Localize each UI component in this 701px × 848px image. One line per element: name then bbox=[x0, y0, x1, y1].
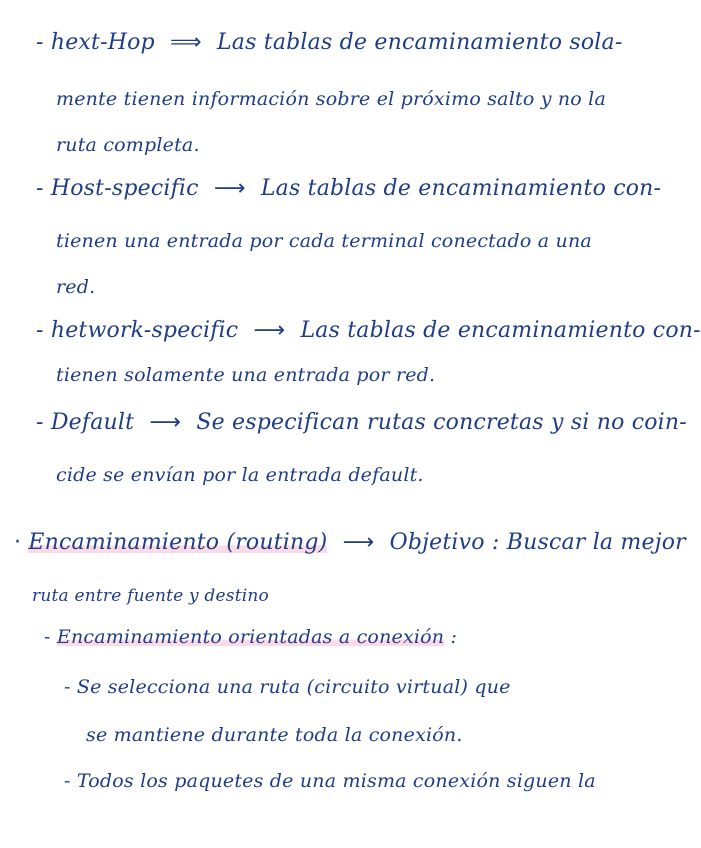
orientadas-heading-line bbox=[44, 626, 457, 648]
dash: - bbox=[64, 676, 71, 698]
arrow-icon: ⟶ bbox=[342, 530, 375, 555]
encaminamiento-heading-line bbox=[14, 530, 686, 555]
encaminamiento-text-1: Objetivo : Buscar la mejor bbox=[389, 530, 686, 555]
dash: - bbox=[44, 626, 51, 648]
network-specific-text-2: tienen solamente una entrada por red. bbox=[56, 364, 436, 386]
network-specific-text-1: Las tablas de encaminamiento con- bbox=[300, 318, 701, 343]
default-text-2: cide se envían por la entrada default. bbox=[56, 464, 424, 486]
encaminamiento-text-2: ruta entre fuente y destino bbox=[32, 586, 269, 606]
next-hop-heading-line bbox=[36, 30, 622, 55]
sub-item-2-text-1: Todos los paquetes de una misma conexión siguen la bbox=[76, 770, 596, 792]
sub-item-1-text-2: se mantiene durante toda la conexión. bbox=[86, 724, 463, 746]
dash: - bbox=[36, 410, 44, 435]
arrow-icon: ⟶ bbox=[149, 410, 182, 435]
next-hop-text-3: ruta completa. bbox=[56, 134, 200, 156]
default-text-1: Se especifican rutas concretas y si no coin- bbox=[196, 410, 687, 435]
default-heading-line bbox=[36, 410, 687, 435]
dash: - bbox=[64, 770, 71, 792]
arrow-icon: ⟶ bbox=[253, 318, 286, 343]
host-specific-text-2: tienen una entrada por cada terminal conectado a una bbox=[56, 230, 592, 252]
sub-item-2-line-1 bbox=[64, 770, 596, 792]
network-specific-heading-line bbox=[36, 318, 701, 343]
arrow-icon: ⟶ bbox=[213, 176, 246, 201]
next-hop-text-1: Las tablas de encaminamiento sola- bbox=[216, 30, 623, 55]
dash: - bbox=[36, 318, 44, 343]
host-specific-text-3: red. bbox=[56, 276, 96, 298]
dash: - bbox=[36, 30, 44, 55]
encaminamiento-term: Encaminamiento (routing) bbox=[28, 530, 328, 555]
dash: - bbox=[36, 176, 44, 201]
next-hop-text-2: mente tienen información sobre el próximo salto y no la bbox=[56, 88, 606, 110]
colon: : bbox=[450, 626, 458, 648]
orientadas-term: Encaminamiento orientadas a conexión bbox=[56, 626, 445, 648]
network-specific-term: hetwork-specific bbox=[50, 318, 239, 343]
sub-item-1-line-1 bbox=[64, 676, 511, 698]
host-specific-term: Host-specific bbox=[50, 176, 199, 201]
next-hop-term: hext-Hop bbox=[50, 30, 155, 55]
bullet-icon: · bbox=[14, 530, 22, 555]
double-arrow-icon: ⟹ bbox=[170, 30, 202, 55]
sub-item-1-text-1: Se selecciona una ruta (circuito virtual) que bbox=[76, 676, 511, 698]
default-term: Default bbox=[50, 410, 135, 435]
host-specific-text-1: Las tablas de encaminamiento con- bbox=[260, 176, 662, 201]
host-specific-heading-line bbox=[36, 176, 661, 201]
